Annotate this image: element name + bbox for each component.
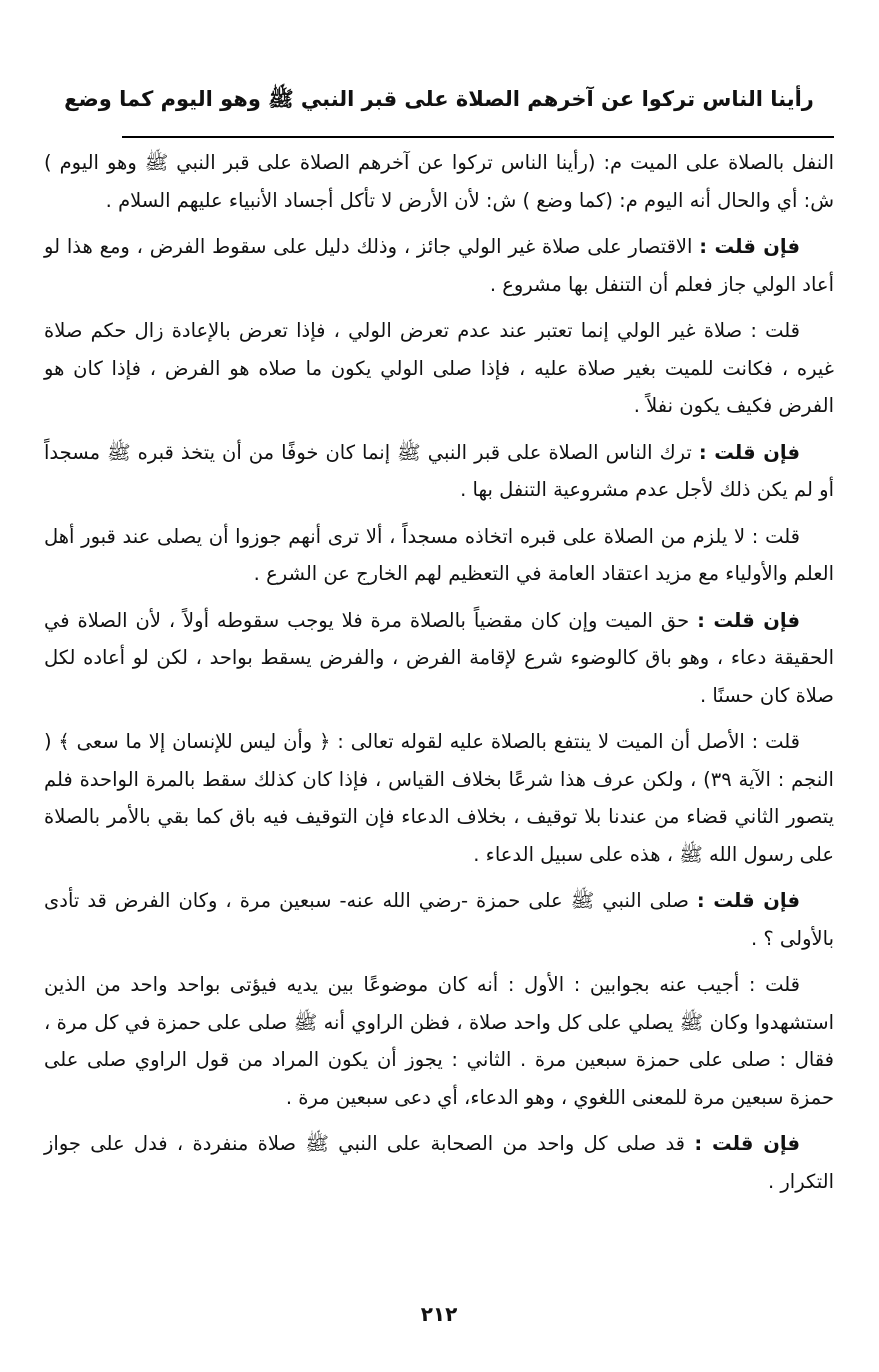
paragraph-text: قلت : لا يلزم من الصلاة على قبره اتخاذه مسجداً ، ألا ترى أنهم جوزوا أن يصلى عند قبور أهل العلم والأولياء مع مزيد اعتقاد العامة في التعظيم لهم الخارج عن الشرع .: [44, 524, 834, 585]
paragraph: [44, 723, 834, 873]
paragraph-text: النفل بالصلاة على الميت م: (رأينا الناس تركوا عن آخرهم الصلاة على قبر النبي ﷺ وهو اليوم ) ش: أي والحال أنه اليوم م: (كما وضع ) ش: لأن الأرض لا تأكل أجساد الأنبياء عليهم السلام .: [44, 151, 834, 212]
header-rule: [122, 136, 834, 138]
paragraph-lead: فإن قلت :: [698, 440, 800, 464]
running-header: رأينا الناس تركوا عن آخرهم الصلاة على قبر النبي ﷺ وهو اليوم كما وضع: [64, 87, 814, 111]
paragraph: [44, 312, 834, 425]
body-text: [44, 144, 834, 1209]
paragraph-text: ترك الناس الصلاة على قبر النبي ﷺ إنما كان خوفًا من أن يتخذ قبره ﷺ مسجداً أو لم يكن ذلك لأجل عدم مشروعية التنفل بها .: [44, 440, 834, 501]
paragraph-lead: فإن قلت :: [697, 608, 801, 632]
paragraph: [44, 144, 834, 219]
paragraph: [44, 228, 834, 303]
paragraph-text: قد صلى كل واحد من الصحابة على النبي ﷺ صلاة منفردة ، فدل على جواز التكرار .: [44, 1132, 834, 1193]
paragraph-text: قلت : أجيب عنه بجوابين : الأول : أنه كان موضوعًا بين يديه فيؤتى بواحد واحد من الذين استشهدوا وكان ﷺ يصلي على كل واحد صلاة ، فظن الراوي أنه ﷺ صلى على حمزة في كل مرة ، فقال : صلى على حمزة سبعين مرة . الثاني : يجوز أن يكون المراد من قول الراوي صلى على حمزة سبعين مرة للمعنى اللغوي ، وهو الدعاء، أي دعى سبعين مرة .: [44, 973, 834, 1109]
paragraph: [44, 1125, 834, 1200]
book-page: [44, 0, 834, 1372]
paragraph: [44, 518, 834, 593]
paragraph-lead: فإن قلت :: [699, 235, 801, 258]
paragraph-text: الاقتصار على صلاة غير الولي جائز ، وذلك دليل على سقوط الفرض ، ومع هذا لو أعاد الولي جاز فعلم أن التنفل بها مشروع .: [44, 235, 834, 296]
paragraph-text: حق الميت وإن كان مقضياً بالصلاة مرة فلا يوجب سقوطه أولاً ، لأن الصلاة في الحقيقة دعاء ، وهو باق كالوضوء شرع لإقامة الفرض ، والفرض يسقط بواحد ، لكن لو أعاده لكل صلاة كان حسنًا .: [44, 608, 834, 707]
paragraph: [44, 602, 834, 715]
paragraph: [44, 966, 834, 1116]
paragraph: [44, 882, 834, 957]
paragraph-lead: فإن قلت :: [696, 889, 800, 912]
paragraph-text: صلى النبي ﷺ على حمزة -رضي الله عنه- سبعين مرة ، وكان الفرض قد تأدى بالأولى ؟ .: [44, 889, 834, 950]
paragraph: [44, 434, 834, 509]
paragraph-text: قلت : الأصل أن الميت لا ينتفع بالصلاة عليه لقوله تعالى : ﴿ وأن ليس للإنسان إلا ما سعى ﴾ ( النجم : الآية ٣٩) ، ولكن عرف هذا شرعًا بخلاف القياس ، فإذا كان كذلك سقط بالمرة الواحدة فلم يتصور الثاني قضاء من عندنا بلا توقيف ، بخلاف الدعاء فإن التوقيف فيه باق كما بقي بالأمر بالصلاة على رسول الله ﷺ ، هذه على سبيل الدعاء .: [44, 730, 834, 866]
page-number: ٢١٢: [420, 1302, 458, 1326]
paragraph-text: قلت : صلاة غير الولي إنما تعتبر عند عدم تعرض الولي ، فإذا تعرض بالإعادة زال حكم صلاة غيره ، فكانت للميت بغير صلاة عليه ، فإذا صلى الولي يكون ما صلاه هو الفرض ، فإذا كان هو الفرض فكيف يكون نفلاً .: [44, 319, 834, 417]
paragraph-lead: فإن قلت :: [694, 1132, 800, 1155]
